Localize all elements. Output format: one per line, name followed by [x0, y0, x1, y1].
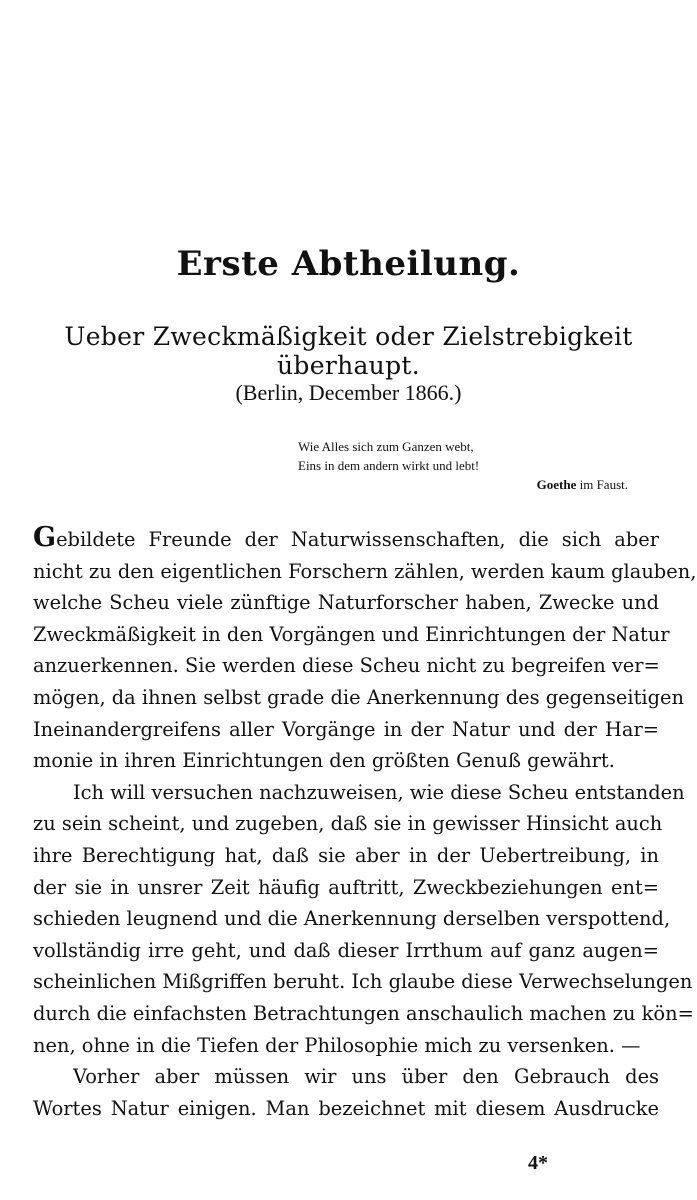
text-line: Wortes Natur einigen. Man bezeichnet mit diesem Ausdrucke [33, 1096, 659, 1120]
epigraph-line-2: Eins in dem andern wirkt und lebt! [298, 458, 480, 473]
text-line-1 [33, 524, 659, 556]
text-line: durch die einfachsten Betrachtungen anschaulich machen zu kön= [33, 1001, 694, 1025]
text-line: Zweckmäßigkeit in den Vorgängen und Einrichtungen der Natur [33, 622, 670, 646]
page-number: 4* [528, 1152, 548, 1174]
text-line: monie in ihren Einrichtungen den größten Genuß gewährt. [33, 749, 615, 773]
text-line: anzuerkennen. Sie werden diese Scheu nicht zu begreifen ver= [33, 654, 660, 678]
epigraph-line-1: Wie Alles sich zum Ganzen webt, [298, 439, 474, 454]
dateline: (Berlin, December 1866.) [235, 380, 462, 405]
text-line: vollständig irre geht, und daß dieser Irrthum auf ganz augen= [33, 938, 659, 962]
text-line: nicht zu den eigentlichen Forschern zählen, werden kaum glauben, [33, 559, 697, 583]
epigraph-author: Goethe [536, 477, 577, 492]
chapter-title: Ueber Zweckmäßigkeit oder Zielstrebigkeit überhaupt. [64, 322, 633, 380]
epigraph-attribution [298, 475, 638, 494]
body-text [33, 522, 697, 1124]
text-line: schieden leugnend und die Anerkennung derselben verspottend, [33, 907, 671, 931]
text-line: Ineinandergreifens aller Vorgänge in der Natur und der Har= [33, 717, 659, 741]
text-line: scheinlichen Mißgriffen beruht. Ich glaube diese Verwechselungen [33, 970, 693, 994]
text-line: welche Scheu viele zünftige Naturforscher haben, Zwecke und [33, 591, 659, 615]
initial-letter: G [33, 522, 57, 553]
text-line-1-rest: ebildete Freunde der Naturwissenschaften, die sich aber [56, 528, 659, 551]
text-line: nen, ohne in die Tiefen der Philosophie mich zu versenken. — [33, 1033, 641, 1057]
text-line: Vorher aber müssen wir uns über den Gebrauch des [73, 1065, 659, 1089]
epigraph [298, 437, 638, 494]
text-line: ihre Berechtigung hat, daß sie aber in der Uebertreibung, in [33, 843, 659, 867]
text-line: der sie in unsrer Zeit häufig auftritt, Zweckbeziehungen ent= [33, 875, 659, 899]
text-line: Ich will versuchen nachzuweisen, wie diese Scheu entstanden [73, 780, 685, 804]
epigraph-source: im Faust. [579, 477, 628, 492]
section-heading: Erste Abtheilung. [176, 244, 521, 284]
text-line: zu sein scheint, und zugeben, daß sie in gewisser Hinsicht auch [33, 812, 663, 836]
text-line: mögen, da ihnen selbst grade die Anerkennung des gegenseitigen [33, 685, 684, 709]
